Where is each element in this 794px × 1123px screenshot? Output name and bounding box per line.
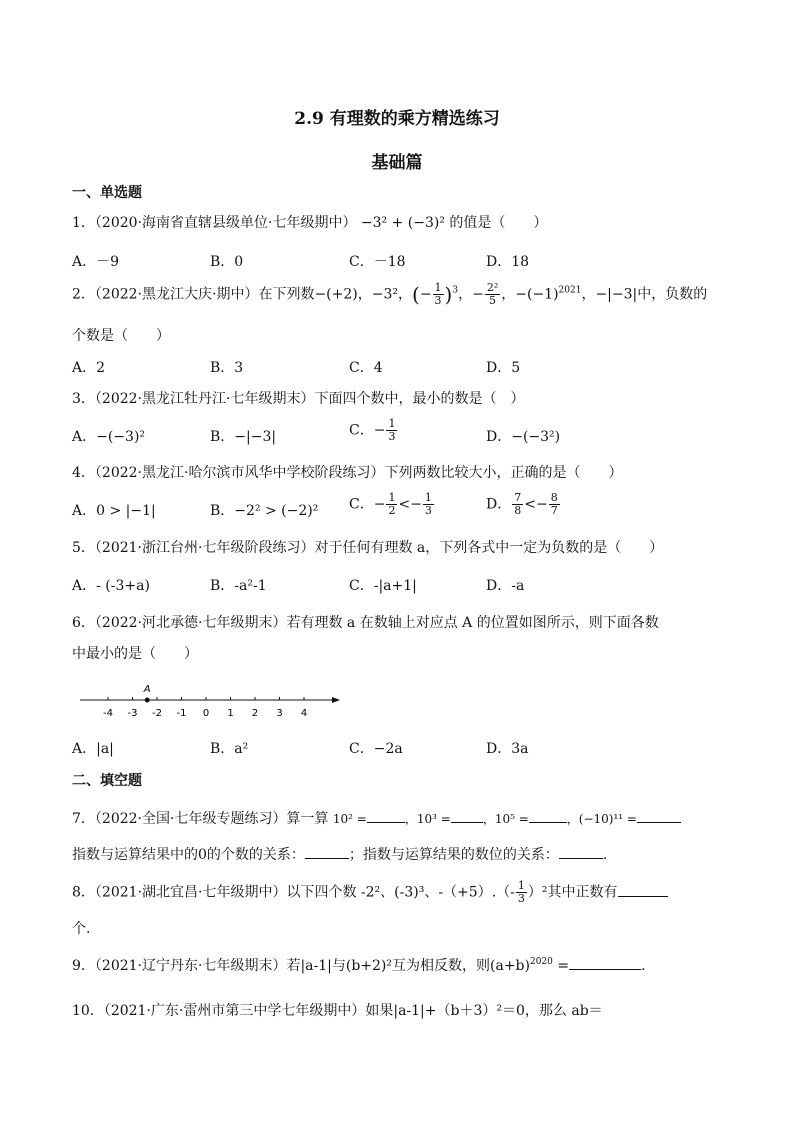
question-source: （2022·河北承德·七年级期末）: [94, 615, 287, 631]
question-text: 以下四个数 -2²、(-3)³、-（+5）.（: [286, 884, 511, 901]
question-6-line2: 中最小的是（ ）: [72, 646, 198, 662]
tick-label: -2: [152, 708, 162, 719]
minus-sign: −: [472, 286, 484, 303]
question-number: 8．: [72, 884, 95, 901]
question-number: 3．: [72, 391, 95, 407]
minus-sign: −: [419, 286, 432, 303]
question-text: 的值是（ ）: [449, 215, 548, 231]
question-7-line2: 指数与运算结果中的0的个数的关系： ；指数与运算结果的数位的关系： .: [72, 847, 608, 863]
exponent: 3: [452, 285, 459, 296]
tick-label: 4: [300, 708, 308, 719]
question-number: 9．: [72, 958, 95, 974]
answer-blank[interactable]: [367, 810, 405, 823]
question-10: [72, 1000, 603, 1020]
tick-label: 0: [202, 708, 210, 719]
question-text: 算一算: [286, 811, 329, 827]
exponent: 2021: [558, 285, 582, 296]
question-2: 2．（2022·黑龙江大庆·期中）在下列数−(+2)，−3²，(− $\frac{1}{3}$ )$^3$，− $\frac{\text{2²}}{5}$ ，$-(-1)^{2021}$，−|−3|中，负数的: [72, 281, 708, 307]
page-subtitle: 基础篇: [371, 153, 423, 173]
option-d: D．18: [486, 254, 530, 270]
option-b: B．a²: [210, 741, 249, 757]
section-heading: 一、单选题: [72, 185, 142, 201]
question-2-line2: 个数是（ ）: [72, 328, 170, 344]
option-c: C．4: [349, 360, 383, 376]
question-number: 6．: [72, 615, 95, 631]
question-number: 4．: [72, 465, 95, 481]
option-a: A．0 > |−1|: [72, 503, 156, 519]
fraction: $\frac{\text{2²}}{5}$: [486, 281, 499, 307]
option-c: C．− $\frac{1}{2}$ <− $\frac{1}{3}$: [349, 491, 432, 517]
left-paren: (: [412, 282, 420, 307]
question-text: 下面四个数中，最小的数是（ ）: [314, 391, 525, 407]
option-d: D．−(−3²): [486, 429, 561, 445]
tick-label: -3: [127, 708, 138, 719]
question-number: 2．: [72, 286, 95, 303]
question-4: [72, 462, 622, 482]
question-7: 7．（2022·全国·七年级专题练习）算一算 10² = ，10³ = ，10⁵ = ，(−10)¹¹ =: [72, 808, 681, 828]
answer-blank[interactable]: [559, 846, 603, 859]
question-number: 1．: [72, 215, 95, 231]
question-text: 若|a-1|与(b+2)²互为相反数，则(a+b): [286, 958, 530, 974]
option-c: C．− $\frac{1}{3}$: [349, 417, 396, 443]
question-3: [72, 388, 524, 408]
answer-blank[interactable]: [451, 810, 483, 823]
option-d: D． $\frac{7}{8}$ <− $\frac{8}{7}$: [486, 491, 558, 517]
option-d: D．5: [486, 360, 521, 376]
answer-blank[interactable]: [637, 810, 681, 823]
option-d: D．3a: [486, 741, 529, 757]
question-1: [72, 212, 547, 232]
tick-label: -4: [103, 708, 113, 719]
question-source: （2021·浙江台州·七年级阶段练习）: [94, 540, 315, 556]
option-c: C．－18: [349, 254, 406, 270]
question-number: 5．: [72, 540, 95, 556]
arrow-icon: [332, 697, 340, 703]
option-a: A．|a|: [72, 741, 114, 757]
answer-blank[interactable]: [569, 957, 641, 970]
question-source: （2021·广东·雷州市第三中学七年级期中）: [103, 1003, 366, 1019]
option-b: B．3: [210, 360, 244, 376]
option-b: B．−|−3|: [210, 429, 277, 445]
option-b: B．−2² > (−2)²: [210, 503, 319, 519]
option-c: C．−2a: [349, 741, 403, 757]
question-source: （2021·辽宁丹东·七年级期末）: [94, 958, 287, 974]
option-a: A．- (-3+a): [72, 578, 150, 594]
question-source: （2021·湖北宜昌·七年级期中）: [94, 884, 287, 901]
question-number: 10．: [72, 1003, 104, 1019]
point-label: A: [143, 684, 151, 695]
question-source: （2022·黑龙江·哈尔滨市风华中学校阶段练习）: [94, 465, 385, 481]
question-text: 下列两数比较大小，正确的是（ ）: [384, 465, 623, 481]
section-heading: 二、填空题: [72, 773, 142, 789]
tick-label: 2: [251, 708, 259, 719]
fraction: $\frac{1}{3}$: [388, 417, 396, 443]
question-9: 9．（2021·辽宁丹东·七年级期末）若|a-1|与(b+2)²互为相反数，则$(a+b)^{2020}$ = .: [72, 957, 646, 974]
question-8-line2: 个.: [72, 921, 91, 937]
fraction: $\frac{1}{3}$: [434, 281, 442, 307]
answer-blank[interactable]: [305, 846, 349, 859]
expression: −3² + (−3)²: [360, 215, 445, 231]
option-d: D．-a: [486, 578, 525, 594]
answer-blank[interactable]: [529, 810, 567, 823]
question-text: 在下列数−(+2)，−3²，: [258, 286, 412, 303]
option-b: B．-a²-1: [210, 578, 267, 594]
question-5: [72, 537, 663, 557]
question-8: 8．（2021·湖北宜昌·七年级期中）以下四个数 -2²、(-3)³、-（+5）.（- $\frac{1}{3}$ ）²其中正数有: [72, 880, 668, 905]
question-source: （2022·全国·七年级专题练习）: [94, 811, 287, 827]
option-a: A．−(−3)²: [72, 429, 146, 445]
question-source: （2022·黑龙江大庆·期中）: [94, 286, 259, 303]
option-c: C．-|a+1|: [349, 578, 417, 594]
tick-label: -1: [176, 708, 187, 719]
page-title: 2.9 有理数的乘方精选练习: [294, 109, 500, 129]
right-paren: ): [444, 282, 453, 307]
question-text: 如果|a-1|+（b＋3）²＝0，那么 ab＝: [365, 1003, 603, 1019]
option-b: B．0: [210, 254, 244, 270]
question-source: （2022·黑龙江牡丹江·七年级期末）: [94, 391, 315, 407]
question-text: 对于任何有理数 a，下列各式中一定为负数的是（ ）: [314, 540, 664, 556]
tick-label: 3: [276, 708, 283, 719]
point-a: [145, 698, 150, 703]
number-line: [80, 678, 342, 720]
option-a: A．2: [72, 360, 106, 376]
question-number: 7．: [72, 811, 95, 827]
question-source: （2020·海南省直辖县级单位·七年级期中）: [94, 215, 357, 231]
question-6: [72, 612, 659, 632]
tick-label: 1: [227, 708, 234, 719]
question-text: 若有理数 a 在数轴上对应点 A 的位置如图所示，则下面各数: [286, 615, 659, 631]
option-a: A．－9: [72, 254, 120, 270]
answer-blank[interactable]: [618, 884, 668, 897]
